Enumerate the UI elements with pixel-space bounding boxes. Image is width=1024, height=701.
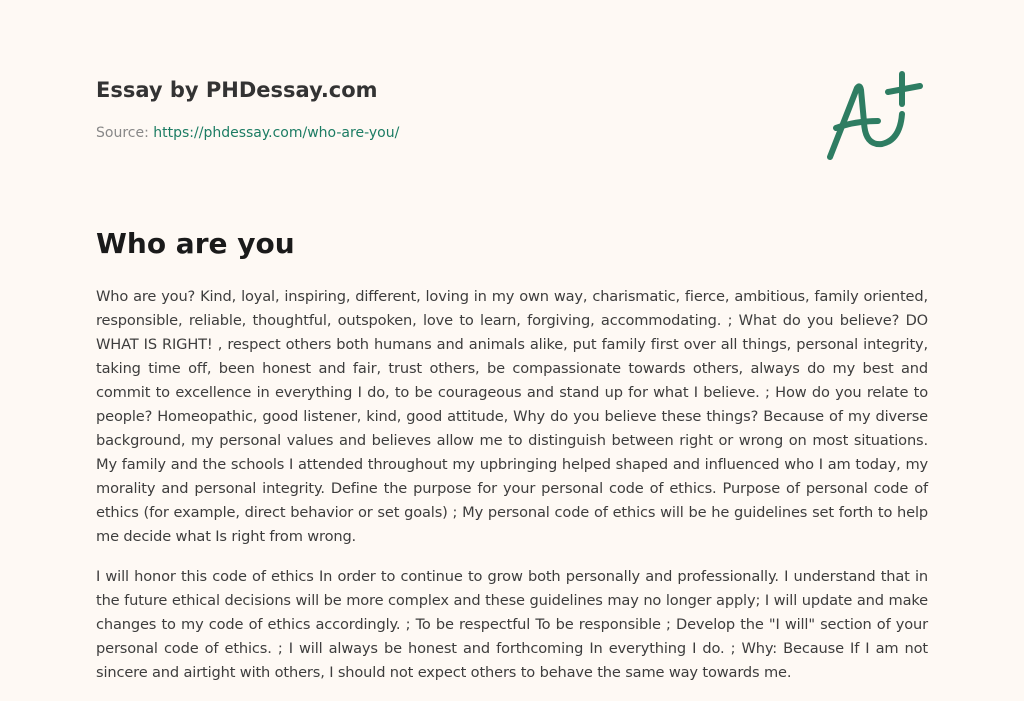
source-link[interactable]: https://phdessay.com/who-are-you/ bbox=[153, 125, 400, 141]
source-label: Source: bbox=[96, 125, 149, 141]
source-line bbox=[96, 123, 928, 143]
essay-header bbox=[96, 76, 928, 143]
essay-body bbox=[96, 285, 928, 701]
a-plus-grade-icon bbox=[820, 66, 930, 166]
essay-paragraph: I will honor this code of ethics In order to continue to grow both personally and professionally. I understand that in the future ethical decisions will be more complex and these guidelines may no longer apply; I will update and make changes to my code of ethics accordingly. ; To be respectful To be responsible ; Develop the "I will" section of your personal code of ethics. ; I will always be honest and forthcoming In everything I do. ; Why: Because If I am not sincere and airtight with others, I should not expect others to behave the same way towards me. bbox=[96, 568, 928, 681]
site-title: Essay by PHDessay.com bbox=[96, 78, 378, 102]
essay-paragraph: Who are you? Kind, loyal, inspiring, different, loving in my own way, charismatic, fierce, ambitious, family oriented, responsible, reliable, thoughtful, outspoken, love to learn, forgiving, accommodating. ; What do you believe? DO WHAT IS RIGHT! , respect others both humans and animals alike, put family first over all things, personal integrity, taking time off, been honest and fair, trust others, be compassionate towards others, always do my best and commit to excellence in everything I do, to be courageous and stand up for what I believe. ; How do you relate to people? Homeopathic, good listener, kind, good attitude, Why do you believe these things? Because of my diverse background, my personal values and believes allow me to distinguish between right or wrong on most situations. My family and the schools I attended throughout my upbringing helped shaped and influenced who I am today, my morality and personal integrity. Define the purpose for your personal code of ethics. Purpose of personal code of ethics (for example, direct behavior or set goals) ; My personal code of ethics will be he guidelines set forth to help me decide what Is right from wrong. bbox=[96, 288, 928, 545]
essay-title: Who are you bbox=[96, 227, 295, 260]
